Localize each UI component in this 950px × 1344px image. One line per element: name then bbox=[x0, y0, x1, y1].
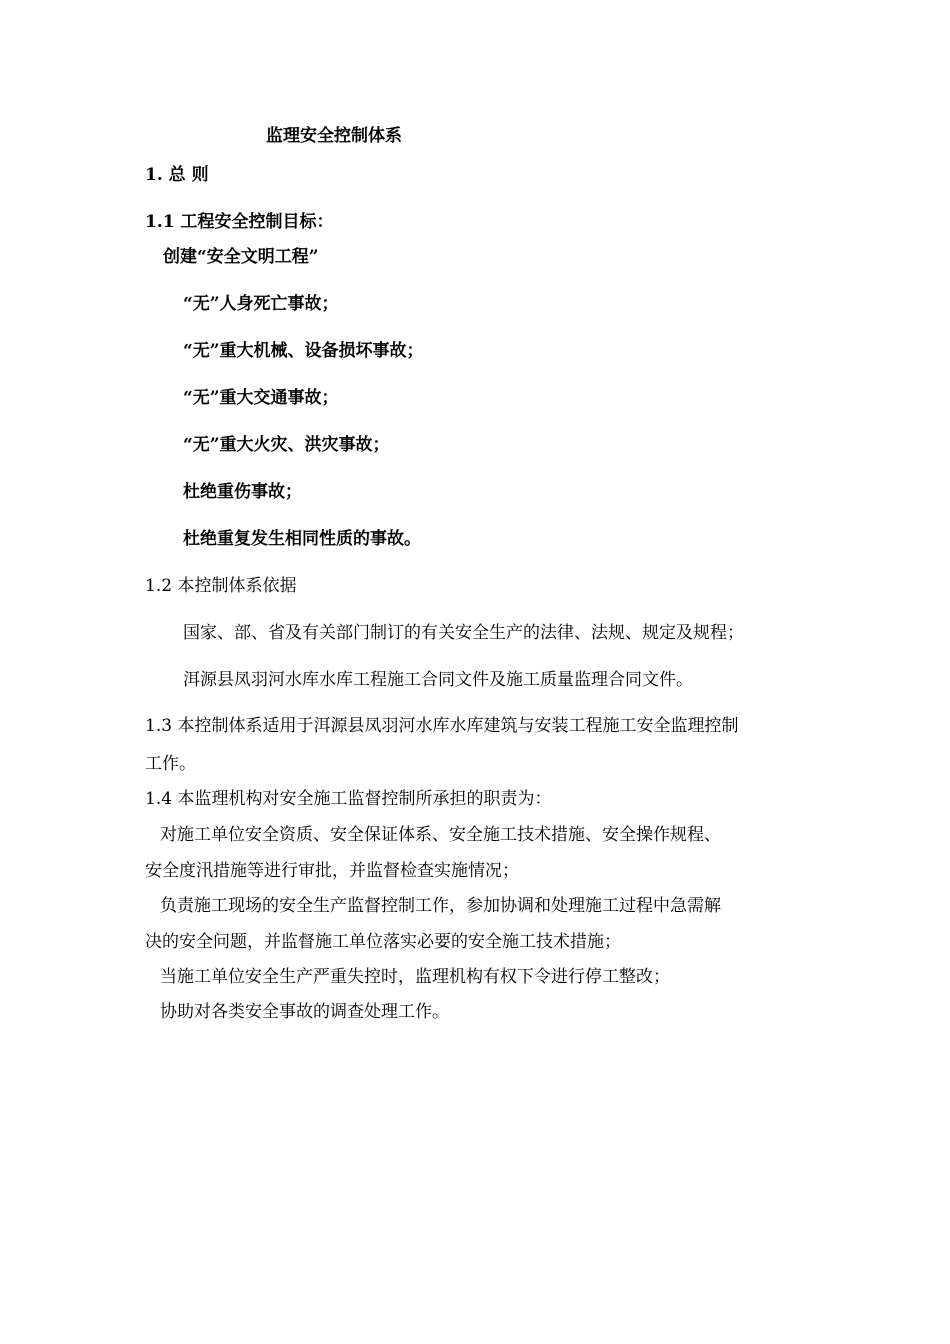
duty-paragraph-1-line-2: 安全度汛措施等进行审批，并监督检查实施情况； bbox=[145, 861, 519, 881]
basis-item: 国家、部、省及有关部门制订的有关安全生产的法律、法规、规定及规程； bbox=[183, 623, 744, 643]
goal-item: 杜绝重伤事故； bbox=[183, 482, 302, 502]
duty-paragraph-2-line-1: 负责施工现场的安全生产监督控制工作，参加协调和处理施工过程中急需解 bbox=[160, 896, 721, 916]
basis-item: 洱源县凤羽河水库水库工程施工合同文件及施工质量监理合同文件。 bbox=[183, 670, 693, 690]
section-1-heading: 1. 总 则 bbox=[145, 165, 209, 185]
document-title: 监理安全控制体系 bbox=[266, 126, 402, 146]
section-1-1-heading: 1.1 工程安全控制目标： bbox=[145, 212, 334, 232]
duty-paragraph-1-line-1: 对施工单位安全资质、安全保证体系、安全施工技术措施、安全操作规程、 bbox=[160, 825, 721, 845]
duty-paragraph-3: 当施工单位安全生产严重失控时，监理机构有权下令进行停工整改； bbox=[160, 967, 670, 987]
duty-paragraph-4: 协助对各类安全事故的调查处理工作。 bbox=[160, 1002, 449, 1022]
section-1-2-heading: 1.2 本控制体系依据 bbox=[145, 576, 297, 596]
goal-item: “无”人身死亡事故； bbox=[183, 294, 339, 314]
goal-item: “无”重大交通事故； bbox=[183, 388, 339, 408]
duty-paragraph-2-line-2: 决的安全问题，并监督施工单位落实必要的安全施工技术措施； bbox=[145, 932, 621, 952]
section-1-1-subheading: 创建“安全文明工程” bbox=[163, 247, 319, 267]
goal-item: “无”重大火灾、洪灾事故； bbox=[183, 435, 390, 455]
goal-item: 杜绝重复发生相同性质的事故。 bbox=[183, 529, 421, 549]
section-1-3-line-2: 工作。 bbox=[145, 754, 196, 774]
section-1-4-heading: 1.4 本监理机构对安全施工监督控制所承担的职责为： bbox=[145, 789, 552, 809]
goal-item: “无”重大机械、设备损坏事故； bbox=[183, 341, 424, 361]
section-1-3-line-1: 1.3 本控制体系适用于洱源县凤羽河水库水库建筑与安装工程施工安全监理控制 bbox=[145, 716, 739, 736]
